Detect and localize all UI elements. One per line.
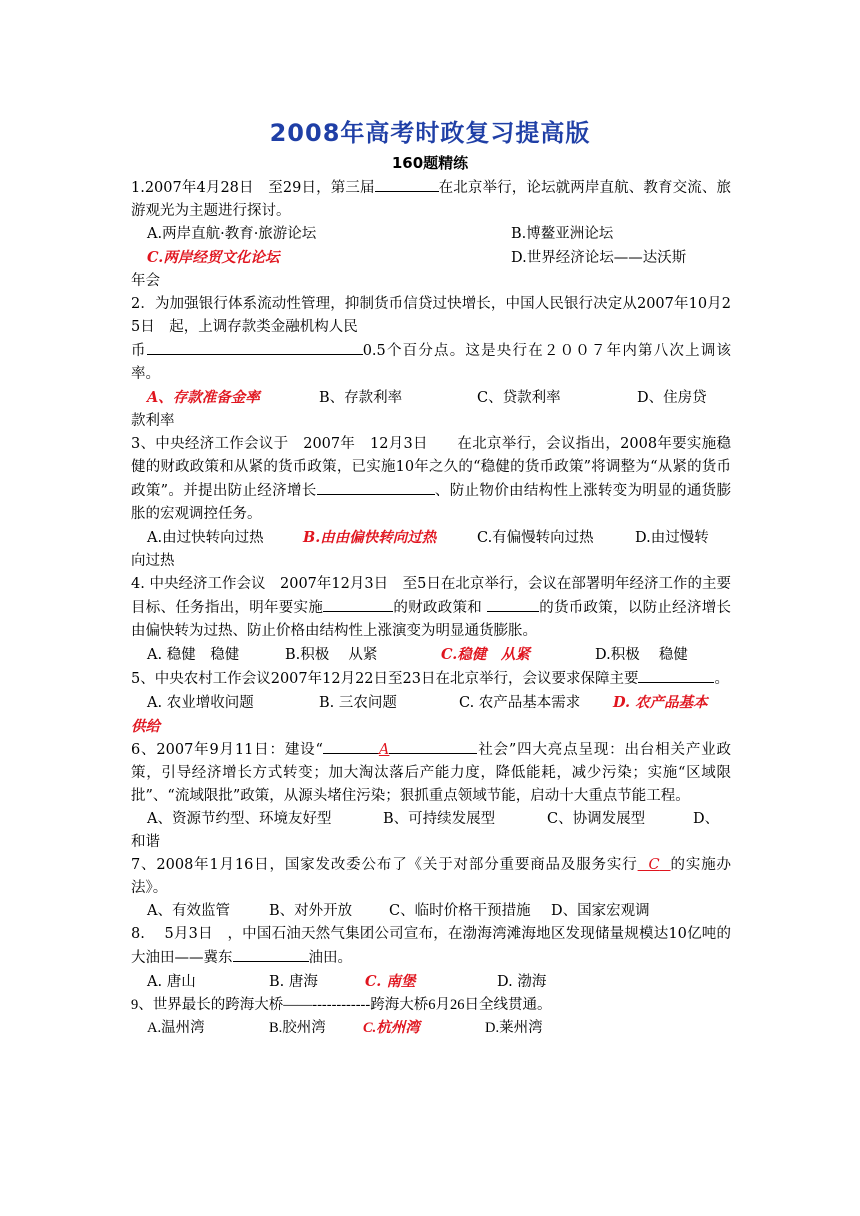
option-c-correct: C.稳健 从紧 [441,646,530,663]
question-6-text-cont: 社会”四大亮点呈现：出台相关产业政策，引导经济增长方式转变；加大淘汰落后产能力度，降低能耗，减少污染；实施“区域限批”、“流域限批”政策，从源头堵住污染；狠抓重点领域节能，启动十大重点节能工程。 [131,742,731,804]
option-b-correct: B.由由偏快转向过热 [303,529,437,546]
options-row [131,808,731,831]
option-b: B.博鳌亚洲论坛 [511,226,614,242]
question-9-text: 9、世界最长的跨海大桥—— [131,997,313,1013]
option-c: C、协调发展型 [547,811,646,827]
question-5 [131,667,731,738]
options-row [131,691,731,715]
option-b: B. 唐海 [269,974,318,990]
question-3-text: 3、中央经济工作会议于 2007年 12月3日 在北京举行，会议指出，2008年要实施稳健的财政政策和从紧的货币政策，已实施10年之久的“稳健的货币政策”将调整为“从紧的货币政策”。并提出防止经济增长 [131,436,731,499]
option-d-cont: 和谐 [131,834,160,850]
question-7-text-cont: 的实施办法》。 [131,857,732,896]
answer-mark: A [378,742,390,758]
question-1-text-cont: 在北京举行，论坛就两岸直航、教育交流、旅游观光为主题进行探讨。 [131,180,731,219]
options-row [131,526,731,550]
answer-blank [323,596,393,612]
option-d: D.积极 稳健 [595,647,688,663]
question-8 [131,923,731,994]
option-d-cont: 年会 [131,273,160,289]
option-d-cont: 供给 [131,718,160,735]
option-d: D、住房贷 [637,390,707,406]
option-d-cont: 向过热 [131,553,175,569]
option-a: A.由过快转向过热 [147,530,264,546]
question-4-text-c: 的货币政策，以防止经济增长由偏快转为过热、防止价格由结构性上涨演变为明显通货膨胀。 [131,600,732,639]
question-5-text: 5、中央农村工作会议2007年12月22日至23日在北京举行，会议要求保障主要 [131,671,639,687]
question-4 [131,573,731,667]
question-4-text: 4. 中央经济工作会议 2007年12月3日 至5日在北京举行，会议在部署明年经济工作的主要目标、任务指出，明年要实施 [131,576,731,616]
answer-dash-blank: ------------ [312,997,371,1013]
option-d-correct: D. 农产品基本 [613,694,708,711]
answer-blank [487,596,539,612]
option-d: D.莱州湾 [485,1020,543,1036]
options-row [131,900,731,923]
question-3-text-cont: 、防止物价由结构性上涨转变为明显的通货膨胀的宏观调控任务。 [131,483,732,522]
option-b: B、可持续发展型 [383,811,496,827]
option-c-correct: C.两岸经贸文化论坛 [147,249,280,266]
answer-blank [638,667,714,683]
option-c: C、贷款利率 [477,390,561,406]
answer-mark-letter: C [648,857,660,873]
question-5-text-cont: 。 [714,671,729,687]
question-2 [131,293,731,433]
question-list [131,176,731,1040]
question-2-text-b: 币 [131,343,147,359]
option-d: D、国家宏观调 [551,903,650,919]
answer-blank [233,946,309,962]
options-row [131,246,731,270]
option-b: B、存款利率 [319,390,403,406]
question-3 [131,433,731,573]
options-row [131,643,731,667]
question-7-text: 7、2008年1月16日，国家发改委公布了《关于对部分重要商品及服务实行 [131,857,638,873]
option-a: A. 稳健 稳健 [147,647,240,663]
option-a-correct: A、存款准备金率 [147,389,260,406]
answer-mark [638,857,671,873]
option-d: D.由过慢转 [635,530,709,546]
question-7 [131,854,731,923]
option-b: B. 三农问题 [319,695,397,711]
option-b: B、对外开放 [269,903,353,919]
question-1 [131,176,731,293]
options-row [131,970,731,994]
option-a: A. 唐山 [147,974,196,990]
question-8-text: 8. 5月3日 ，中国石油天然气集团公司宣布，在渤海湾滩海地区发现储量规模达10亿吨的大油田——冀东 [131,926,731,966]
option-d: D. 渤海 [497,974,547,990]
option-a: A.温州湾 [147,1020,205,1036]
option-a: A.两岸直航·教育·旅游论坛 [147,226,317,242]
options-row [131,1017,731,1040]
option-d: D、 [693,811,720,827]
document-title: 2008年高考时政复习提高版 [269,119,591,147]
option-b: B.胶州湾 [269,1020,326,1036]
question-9 [131,994,731,1040]
option-c-correct: C.杭州湾 [363,1020,420,1036]
question-2-text-c: 0.5个百分点。这是央行在２００７年内第八次上调该率。 [131,343,732,382]
option-c-correct: C. 南堡 [365,973,416,990]
document-subtitle: 160题精练 [391,154,469,172]
option-d-cont: 款利率 [131,413,175,429]
option-a: A. 农业增收问题 [147,695,254,711]
option-c: C、临时价格干预措施 [389,903,531,919]
question-8-text-cont: 油田。 [308,950,352,966]
answer-blank [389,738,477,754]
option-b: B.积极 从紧 [285,647,378,663]
answer-blank [323,738,379,754]
option-d: D.世界经济论坛——达沃斯 [511,250,687,266]
option-c: C.有偏慢转向过热 [477,530,594,546]
options-row [131,223,731,246]
question-1-text: 1.2007年4月28日 至29日，第三届 [131,180,375,196]
question-9-text-cont: 跨海大桥6月26日全线贯通。 [370,997,552,1013]
question-4-text-b: 的财政政策和 [393,600,483,616]
answer-blank [375,176,439,192]
option-a: A、有效监管 [147,903,230,919]
options-row [131,386,731,410]
question-2-text: 2．为加强银行体系流动性管理，抑制货币信贷过快增长，中国人民银行决定从2007年10月25日 起，上调存款类金融机构人民 [131,296,731,335]
option-a: A、资源节约型、环境友好型 [147,811,332,827]
question-6 [131,738,731,854]
answer-blank [317,479,435,495]
question-6-text: 6、2007年9月11日：建设“ [131,742,323,758]
answer-blank [147,339,363,355]
option-c: C. 农产品基本需求 [459,695,581,711]
